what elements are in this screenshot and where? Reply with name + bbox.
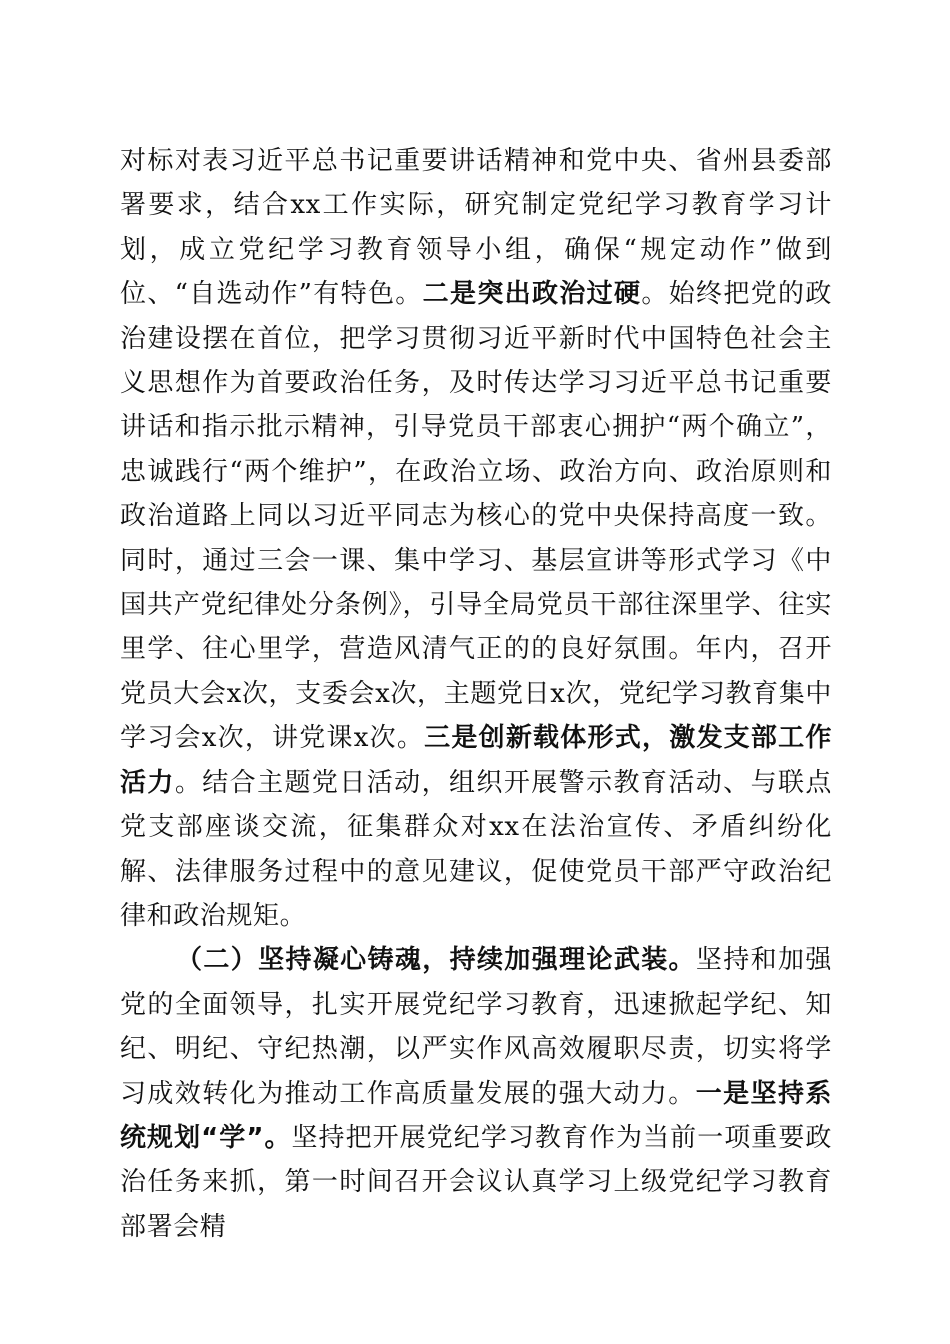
paragraph-text: 坚持和加强党的全面领导，扎实开展党纪学习教育，迅速掀起学纪、知纪、明纪、守纪热潮，以严实作风高效履职尽责，切实将学习成效转化为推动工作高质量发展的强大动力。 — [120, 945, 832, 1109]
bold-heading-point-two: 二是突出政治过硬 — [422, 279, 642, 310]
section-heading-two: （二）坚持凝心铸魂，持续加强理论武装。 — [176, 945, 696, 976]
bold-heading-point-one: 一是坚持系统规划“学”。 — [120, 1078, 832, 1153]
bold-heading-point-three: 三是创新载体形式，激发支部工作活力 — [120, 723, 832, 798]
paragraph-text: 。结合主题党日活动，组织开展警示教育活动、与联点党支部座谈交流，征集群众对xx在法治宣传、矛盾纠纷化解、法律服务过程中的意见建议，促使党员干部严守政治纪律和政治规矩。 — [120, 767, 833, 931]
paragraph-text: 对标对表习近平总书记重要讲话精神和党中央、省州县委部署要求，结合xx工作实际，研究制定党纪学习教育学习计划，成立党纪学习教育领导小组，确保“规定动作”做到位、“自选动作”有特色。 — [120, 146, 832, 310]
document-body — [120, 139, 832, 1249]
paragraph-continuation — [120, 139, 832, 938]
paragraph-section-two — [120, 938, 832, 1249]
paragraph-text: 坚持把开展党纪学习教育作为当前一项重要政治任务来抓，第一时间召开会议认真学习上级党纪学习教育部署会精 — [120, 1122, 832, 1242]
paragraph-text: 。始终把党的政治建设摆在首位，把学习贯彻习近平新时代中国特色社会主义思想作为首要政治任务，及时传达学习习近平总书记重要讲话和指示批示精神，引导党员干部衷心拥护“两个确立”，忠诚践行“两个维护”，在政治立场、政治方向、政治原则和政治道路上同以习近平同志为核心的党中央保持高度一致。同时，通过三会一课、集中学习、基层宣讲等形式学习《中国共产党纪律处分条例》，引导全局党员干部往深里学、往实里学、往心里学，营造风清气正的的良好氛围。年内，召开党员大会x次，支委会x次，主题党日x次，党纪学习教育集中学习会x次，讲党课x次。 — [120, 279, 832, 754]
